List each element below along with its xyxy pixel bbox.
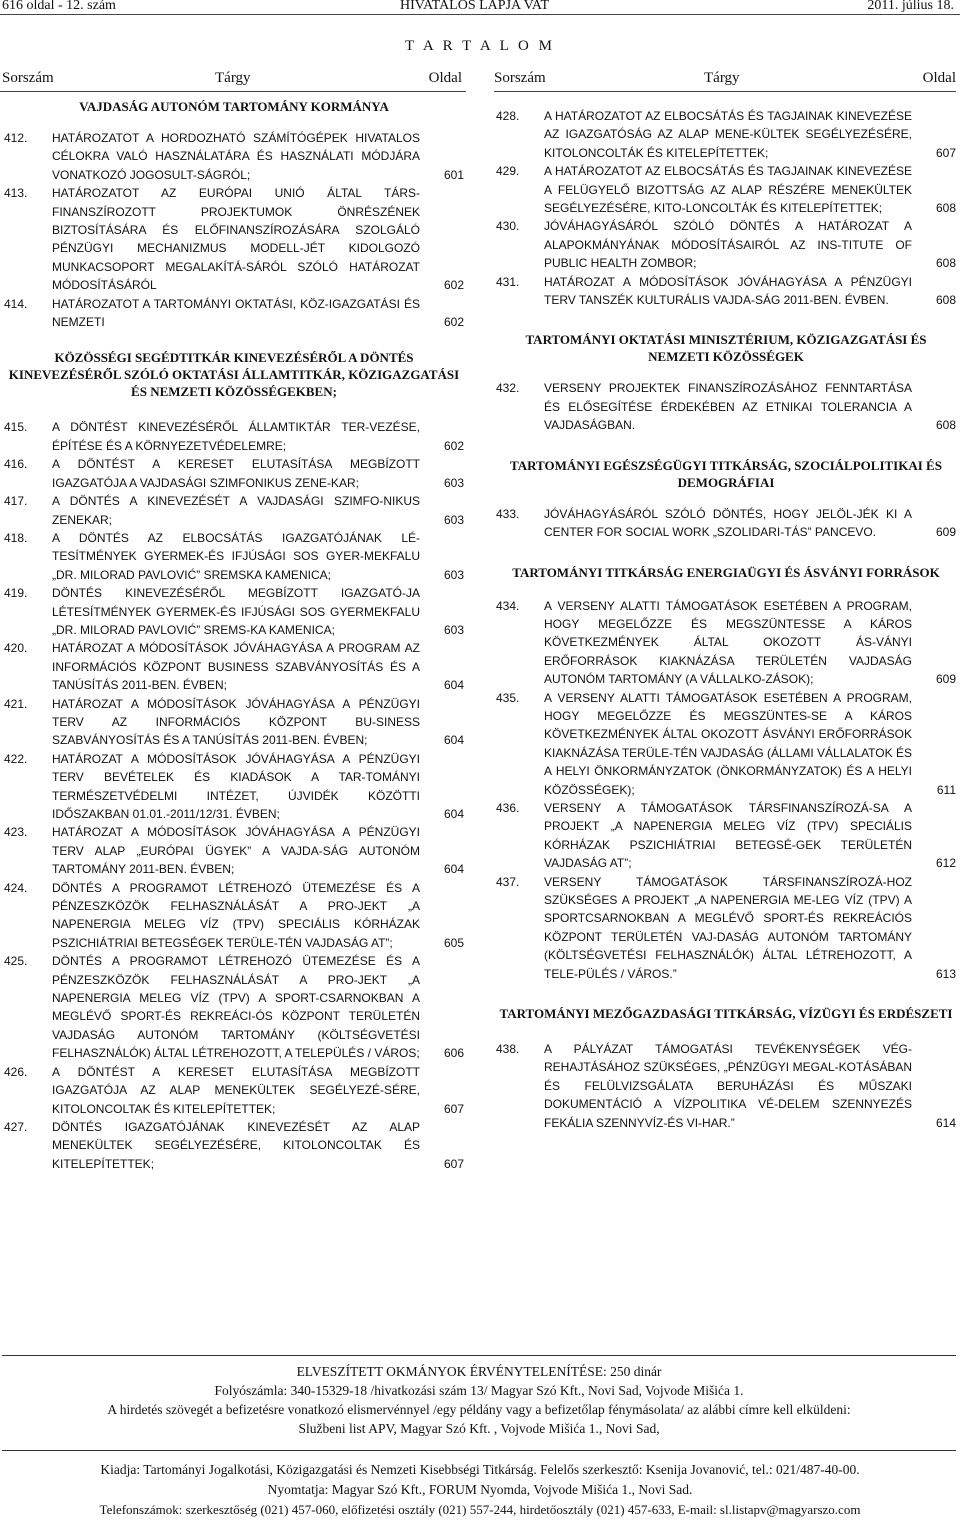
right-column <box>496 107 956 1132</box>
header-date: 2011. július 18. <box>867 0 954 13</box>
entry-title: A HATÁROZATOT AZ ELBOCSÁTÁS ÉS TAGJAINAK KINEVEZÉSE AZ IGAZGATÓSÁG AZ ALAP MENE-KÜLTEK SEGÉLYEZÉSÉRE, KITOLONCOLTÁK ÉS KITELEPÍTETTEK; <box>544 109 912 160</box>
toc-entry <box>496 217 956 272</box>
section-heading: TARTOMÁNYI MEZŐGAZDASÁGI TITKÁRSÁG, VÍZÜGYI ÉS ERDÉSZETI <box>499 1006 953 1022</box>
entry-page-number: 607 <box>443 1156 464 1171</box>
entry-number: 417. <box>4 494 28 509</box>
col-head-number: Sorszám <box>2 70 54 86</box>
left-column-head <box>0 70 466 88</box>
entry-title: JÓVÁHAGYÁSÁRÓL SZÓLÓ DÖNTÉS, HOGY JELÖL-JÉK KI A CENTER FOR SOCIAL WORK „SZOLIDARI-TÁS” PANCEVO. <box>544 506 912 540</box>
toc-entry <box>4 455 464 492</box>
notice-line: Folyószámla: 340-15329-18 /hivatkozási szám 13/ Magyar Szó Kft., Novi Sad, Vojvode Mišića 1. <box>214 1383 744 1398</box>
entry-title: HATÁROZATOT A TARTOMÁNYI OKTATÁSI, KÖZ-IGAZGATÁSI ÉS NEMZETI <box>52 296 420 330</box>
entry-page-number: 614 <box>935 1115 956 1130</box>
toc-section <box>496 1005 956 1132</box>
entry-page-number: 608 <box>935 201 956 216</box>
entry-number: 420. <box>4 641 28 656</box>
col-head-subject: Tárgy <box>215 70 251 86</box>
toc-entry <box>4 695 464 750</box>
entry-page-number: 608 <box>935 256 956 271</box>
header-rule <box>0 14 960 15</box>
header-publication: HIVATALOS LAPJA VAT <box>400 0 550 13</box>
toc-section <box>496 107 956 309</box>
entry-title: A VERSENY ALATTI TÁMOGATÁSOK ESETÉBEN A PROGRAM, HOGY MEGELŐZZE ÉS MEGSZÜNTESSE A KÁROS KÖVETKEZMÉNYEK ÁLTAL OKOZOTT ÁS-VÁNYI ERŐFORRÁSOK KIAKNÁZÁSA TERÜLETÉN VAJDASÁG AUTONÓM TARTOMÁNY (A VÁLLALKO-ZÁSOK); <box>544 598 912 687</box>
entry-title: HATÁROZAT A MÓDOSÍTÁSOK JÓVÁHAGYÁSA A PÉNZÜGYI TERV AZ INFORMÁCIÓS KÖZPONT BU-SINESS SZABVÁNYOSÍTÁS ÉS A TANÚSÍTÁS 2011-BEN. ÉVBEN; <box>52 696 420 748</box>
section-heading: KÖZÖSSÉGI SEGÉDTITKÁR KINEVEZÉSÉRŐL A DÖNTÉS KINEVEZÉSÉRŐL SZÓLÓ OKTATÁSI ÁLLAMTITKÁR, KÖZIGAZGATÁSI ÉS NEMZETI KÖZÖSSÉGEKBEN; <box>8 350 460 400</box>
entry-number: 413. <box>4 186 28 201</box>
toc-entry <box>4 750 464 824</box>
toc-entry <box>4 1063 464 1118</box>
toc-entry <box>496 597 956 689</box>
col-head-number: Sorszám <box>494 70 546 86</box>
entry-page-number: 608 <box>935 293 956 308</box>
section-heading: VAJDASÁG AUTONÓM TARTOMÁNY KORMÁNYA <box>79 99 389 114</box>
entry-number: 438. <box>496 1042 520 1057</box>
toc-entry <box>4 1118 464 1173</box>
toc-entry <box>496 799 956 873</box>
toc-entry <box>4 492 464 529</box>
entry-number: 424. <box>4 880 28 895</box>
col-head-rule <box>494 91 956 92</box>
toc-entry <box>4 129 464 184</box>
colophon-line: Telefonszámok: szerkesztőség (021) 457-060, előfizetési osztály (021) 557-244, hirdetőosztály (021) 457-633, E-mail: sl.listapv@magyarszo.com <box>99 1502 861 1517</box>
colophon-line: Nyomtatja: Magyar Szó Kft., FORUM Nyomda, Vojvode Mišića 1., Novi Sad. <box>267 1482 693 1497</box>
entry-title: VERSENY A TÁMOGATÁSOK TÁRSFINANSZÍROZÁ-SA A PROJEKT „A NAPENERGIA MELEG VÍZ (TPV) SPECIÁLIS KÓRHÁZAK PSZICHIÁTRIAI BETEGSÉ-GEK TERÜLETÉN VAJDASÁG AT”; <box>544 800 912 871</box>
entry-title: HATÁROZAT A MÓDOSÍTÁSOK JÓVÁHAGYÁSA A PROGRAM AZ INFORMÁCIÓS KÖZPONT BUSINESS SZABVÁNYOSÍTÁS ÉS A TANÚSÍTÁS 2011-BEN. ÉVBEN; <box>52 641 420 693</box>
entry-number: 422. <box>4 751 28 766</box>
toc-entry <box>4 295 464 332</box>
toc-section <box>4 349 464 1173</box>
toc-entry <box>4 184 464 294</box>
entry-number: 414. <box>4 296 28 311</box>
left-column <box>4 98 464 1173</box>
entry-number: 423. <box>4 825 28 840</box>
right-column-head <box>494 70 956 88</box>
section-heading: TARTOMÁNYI OKTATÁSI MINISZTÉRIUM, KÖZIGAZGATÁSI ÉS NEMZETI KÖZÖSSÉGEK <box>525 332 927 365</box>
entry-page-number: 606 <box>443 1046 464 1061</box>
section-heading: TARTOMÁNYI TITKÁRSÁG ENERGIAÜGYI ÉS ÁSVÁNYI FORRÁSOK <box>512 564 940 580</box>
entry-title: HATÁROZATOT AZ EURÓPAI UNIÓ ÁLTAL TÁRS-FINANSZÍROZOTT PROJEKTUMOK ÖNRÉSZÉNEK BIZTOSÍTÁSÁRA ÉS ELŐFINANSZÍROZÁSÁRA SZOLGÁLÓ PÉNZÜGYI MECHANIZMUS MODELL-JÉT KIDOLGOZÓ MUNKACSOPORT MEGALAKÍTÁ-SÁRÓL SZÓLÓ HATÁROZAT MÓDOSÍTÁSÁRÓL <box>52 186 420 293</box>
entry-page-number: 607 <box>935 145 956 160</box>
entry-page-number: 602 <box>443 278 464 293</box>
entry-number: 416. <box>4 457 28 472</box>
entry-page-number: 603 <box>443 622 464 637</box>
entry-title: HATÁROZAT A MÓDOSÍTÁSOK JÓVÁHAGYÁSA A PÉNZÜGYI TERV BEVÉTELEK ÉS KIADÁSOK A TAR-TOMÁNYI TERMÉSZETVÉDELMI INTÉZET, ÚJVIDÉK KÖZÖTTI IDŐSZAKBAN 01.01.-2011/12/31. ÉVBEN; <box>52 751 420 821</box>
entry-title: A DÖNTÉS A KINEVEZÉSÉT A VAJDASÁGI SZIMFO-NIKUS ZENEKAR; <box>52 494 420 527</box>
entry-title: DÖNTÉS KINEVEZÉSÉRŐL MEGBÍZOTT IGAZGATÓ-JA LÉTESÍTMÉNYEK GYERMEK-ÉS IFJÚSÁGI SOS GYERMEKFALU „DR. MILORAD PAVLOVIĆ” SREMS-KA KAMENICA; <box>52 586 420 637</box>
entry-title: HATÁROZAT A MÓDOSÍTÁSOK JÓVÁHAGYÁSA A PÉNZÜGYI TERV TANSZÉK KULTURÁLIS VAJDA-SÁG 2011-BEN. ÉVBEN. <box>544 274 912 308</box>
entry-number: 429. <box>496 164 520 179</box>
entry-number: 437. <box>496 874 520 889</box>
toc-entry <box>496 1040 956 1132</box>
toc-entry <box>496 273 956 310</box>
entry-title: DÖNTÉS A PROGRAMOT LÉTREHOZÓ ÜTEMEZÉSE ÉS A PÉNZESZKÖZÖK FELHASZNÁLÁSÁT A PRO-JEKT „A NAPENERGIA MELEG VÍZ (TPV) A SPORT-CSARNOKBAN A MEGLÉVŐ SPORT-ÉS REKREÁCI-ÓS KÖZPONT TERÜLETÉN VAJDASÁG AUTONÓM TARTOMÁNY (KÖLTSÉGVETÉSI FELHASZNÁLÓK) ÁLTAL LÉTREHOZOTT, A TELEPÜLÉS / VÁROS; <box>52 954 420 1061</box>
entry-page-number: 602 <box>443 315 464 330</box>
entry-title: HATÁROZATOT A HORDOZHATÓ SZÁMÍTÓGÉPEK HIVATALOS CÉLOKRA VALÓ HASZNÁLATÁRA ÉS HASZNÁLATI MÓDJÁRA VONATKOZÓ JOGOSULT-SÁGRÓL; <box>52 131 420 182</box>
entry-title: A HATÁROZATOT AZ ELBOCSÁTÁS ÉS TAGJAINAK KINEVEZÉSE A FELÜGYELŐ BIZOTTSÁG AZ ALAP RÉSZÉRE MENEKÜLTEK SEGÉLYEZÉSÉRE, KITO-LONCOLTÁK ÉS KITELEPÍTETTEK; <box>544 164 912 216</box>
entry-page-number: 604 <box>443 807 464 821</box>
entry-title: A PÁLYÁZAT TÁMOGATÁSI TEVÉKENYSÉGEK VÉG-REHAJTÁSÁHOZ SZÜKSÉGES, „PÉNZÜGYI MEGAL-KOTÁSÁBAN ÉS FELÜLVIZSGÁLATA BERUHÁZÁSI ÉS MŰSZAKI DOKUMENTÁCIÓ A VÍZPOLITIKA VÉ-DELEM SZENNYEZÉS FEKÁLIA SZENNYVÍZ-ÉS VI-HAR.” <box>544 1042 912 1130</box>
entry-number: 419. <box>4 586 28 601</box>
entry-page-number: 603 <box>443 567 464 582</box>
toc-title: T A R T A L O M <box>405 38 555 54</box>
entry-page-number: 612 <box>935 856 956 871</box>
entry-number: 425. <box>4 954 28 969</box>
entry-number: 432. <box>496 381 520 396</box>
entry-title: VERSENY PROJEKTEK FINANSZÍROZÁSÁHOZ FENNTARTÁSA ÉS ELŐSEGÍTÉSE ÉRDEKÉBEN AZ ETNIKAI TOLERANCIA A VAJDASÁGBAN. <box>544 381 912 433</box>
entry-title: JÓVÁHAGYÁSÁRÓL SZÓLÓ DÖNTÉS A HATÁROZAT A ALAPOKMÁNYÁNAK MÓDOSÍTÁSAIRÓL AZ INS-TITUTE OF PUBLIC HEALTH ZOMBOR; <box>544 219 912 271</box>
entry-page-number: 604 <box>443 862 464 877</box>
entry-number: 418. <box>4 530 28 545</box>
entry-number: 415. <box>4 420 28 435</box>
entry-number: 430. <box>496 219 520 234</box>
toc-entry <box>4 639 464 694</box>
toc-entry <box>496 162 956 217</box>
entry-number: 427. <box>4 1119 28 1134</box>
entry-number: 435. <box>496 690 520 705</box>
toc-entry <box>4 529 464 584</box>
entry-page-number: 611 <box>936 782 956 797</box>
notice-box <box>2 1355 956 1451</box>
toc-entry <box>4 584 464 639</box>
entry-page-number: 609 <box>935 672 956 687</box>
entry-title: A DÖNTÉST KINEVEZÉSÉRŐL ÁLLAMTIKTÁR TER-VEZÉSE, ÉPÍTÉSE ÉS A KÖRNYEZETVÉDELEMRE; <box>52 420 420 453</box>
col-head-page: Oldal <box>922 70 956 86</box>
entry-title: HATÁROZAT A MÓDOSÍTÁSOK JÓVÁHAGYÁSA A PÉNZÜGYI TERV ALAP „EURÓPAI ÜGYEK” A VAJDA-SÁG AUTONÓM TARTOMÁNY 2011-BEN. ÉVBEN; <box>52 825 420 877</box>
toc-entry <box>496 107 956 162</box>
entry-title: A VERSENY ALATTI TÁMOGATÁSOK ESETÉBEN A PROGRAM, HOGY MEGELŐZZE ÉS MEGSZÜNTES-SE A KÁROS KÖVETKEZMÉNYEK ÁLTAL OKOZOTT ÁSVÁNYI ERŐFORRÁSOK KIAKNÁZÁSA TERÜLE-TÉN VAJDASÁG (ÁLLAMI VÁLLALATOK ÉS A HELYI ÖNKORMÁNYZATOK (ÖNKORMÁNYZATOK) ÉS A HELYI KÖZÖSSÉGEK); <box>544 690 912 797</box>
toc-entry <box>4 418 464 455</box>
col-head-subject: Tárgy <box>704 70 740 86</box>
running-header <box>0 0 960 14</box>
entry-title: DÖNTÉS IGAZGATÓJÁNAK KINEVEZÉSÉT AZ ALAP MENEKÜLTEK SEGÉLYEZÉSÉRE, KITOLONCOLTAK ÉS KITELEPÍTETTEK; <box>52 1119 420 1171</box>
entry-page-number: 605 <box>443 935 464 950</box>
entry-page-number: 603 <box>443 512 464 527</box>
entry-page-number: 608 <box>935 418 956 433</box>
entry-page-number: 603 <box>443 475 464 490</box>
entry-number: 428. <box>496 109 520 123</box>
entry-page-number: 609 <box>935 525 956 540</box>
entry-page-number: 601 <box>443 167 464 182</box>
entry-title: A DÖNTÉS AZ ELBOCSÁTÁS IGAZGATÓJÁNAK LÉ-TESÍTMÉNYEK GYERMEK-ÉS IFJÚSÁGI SOS GYER-MEKFALU „DR. MILORAD PAVLOVIĆ” SREMSKA KAMENICA; <box>52 530 420 582</box>
toc-section <box>496 331 956 434</box>
notice-line: A hirdetés szövegét a befizetésre vonatkozó elismervénnyel /egy példány vagy a befizetőlap fénymásolata/ az alábbi címre kell elküldeni: <box>107 1402 851 1417</box>
entry-page-number: 607 <box>443 1101 464 1116</box>
entry-number: 426. <box>4 1064 28 1079</box>
toc-section <box>496 564 956 984</box>
toc-entry <box>496 689 956 799</box>
toc-entry <box>4 879 464 953</box>
entry-number: 434. <box>496 598 520 613</box>
entry-title: VERSENY TÁMOGATÁSOK TÁRSFINANSZÍROZÁ-HOZ SZÜKSÉGES A PROJEKT „A NAPENERGIA ME-LEG VÍZ (TPV) A SPORTCSARNOKBAN A MEGLÉVŐ SPORT-ÉS REKREÁCIÓS KÖZPONT TERÜLETÉN VAJ-DASÁG AUTONÓM TARTOMÁNY (KÖLTSÉGVETÉSI FELHASZNÁLÓK) ÁLTAL LÉTREHOZOTT, A TELE-PÜLÉS / VÁROS.” <box>544 874 912 981</box>
entry-number: 421. <box>4 696 28 711</box>
toc-entry <box>4 952 464 1062</box>
toc-entry <box>496 505 956 542</box>
entry-number: 433. <box>496 506 520 521</box>
colophon-line: Kiadja: Tartományi Jogalkotási, Közigazgatási és Nemzeti Kisebbségi Titkárság. Felelős szerkesztő: Ksenija Jovanović, tel.: 021/487-40-00. <box>100 1462 860 1477</box>
toc-section <box>496 457 956 542</box>
notice-line: ELVESZÍTETT OKMÁNYOK ÉRVÉNYTELENÍTÉSE: 250 dinár <box>296 1364 662 1379</box>
toc-entry <box>496 379 956 434</box>
entry-title: DÖNTÉS A PROGRAMOT LÉTREHOZÓ ÜTEMEZÉSE ÉS A PÉNZESZKÖZÖK FELHASZNÁLÁSÁT A PRO-JEKT „A NAPENERGIA MELEG VÍZ (TPV) SPECIÁLIS KÓRHÁZAK PSZICHIÁTRIAI BETEGSÉGEK TERÜLE-TÉN VAJDASÁG AT”; <box>52 880 420 950</box>
entry-number: 412. <box>4 131 28 145</box>
notice-line: Službeni list APV, Magyar Szó Kft. , Vojvode Mišića 1., Novi Sad, <box>298 1421 660 1436</box>
entry-page-number: 613 <box>935 966 956 981</box>
entry-page-number: 602 <box>443 438 464 453</box>
col-head-rule <box>0 91 466 92</box>
entry-title: A DÖNTÉST A KERESET ELUTASÍTÁSA MEGBÍZOTT IGAZGATÓJA A VAJDASÁGI SZIMFONIKUS ZENE-KAR; <box>52 457 420 490</box>
toc-section <box>4 98 464 331</box>
colophon <box>0 1460 960 1520</box>
col-head-page: Oldal <box>428 70 462 86</box>
toc-entry <box>4 823 464 878</box>
entry-title: A DÖNTÉST A KERESET ELUTASÍTÁSA MEGBÍZOTT IGAZGATÓJA AZ ALAP MENEKÜLTEK SEGÉLYEZÉ-SÉRE, KITOLONCOLTAK ÉS KITELEPÍTETTEK; <box>52 1064 420 1116</box>
entry-number: 431. <box>496 274 520 289</box>
entry-page-number: 604 <box>443 678 464 693</box>
toc-entry <box>496 873 956 983</box>
header-page-info: 616 oldal - 12. szám <box>2 0 116 13</box>
entry-page-number: 604 <box>443 733 464 748</box>
entry-number: 436. <box>496 800 520 815</box>
section-heading: TARTOMÁNYI EGÉSZSÉGÜGYI TITKÁRSÁG, SZOCIÁLPOLITIKAI ÉS DEMOGRÁFIAI <box>510 457 942 490</box>
